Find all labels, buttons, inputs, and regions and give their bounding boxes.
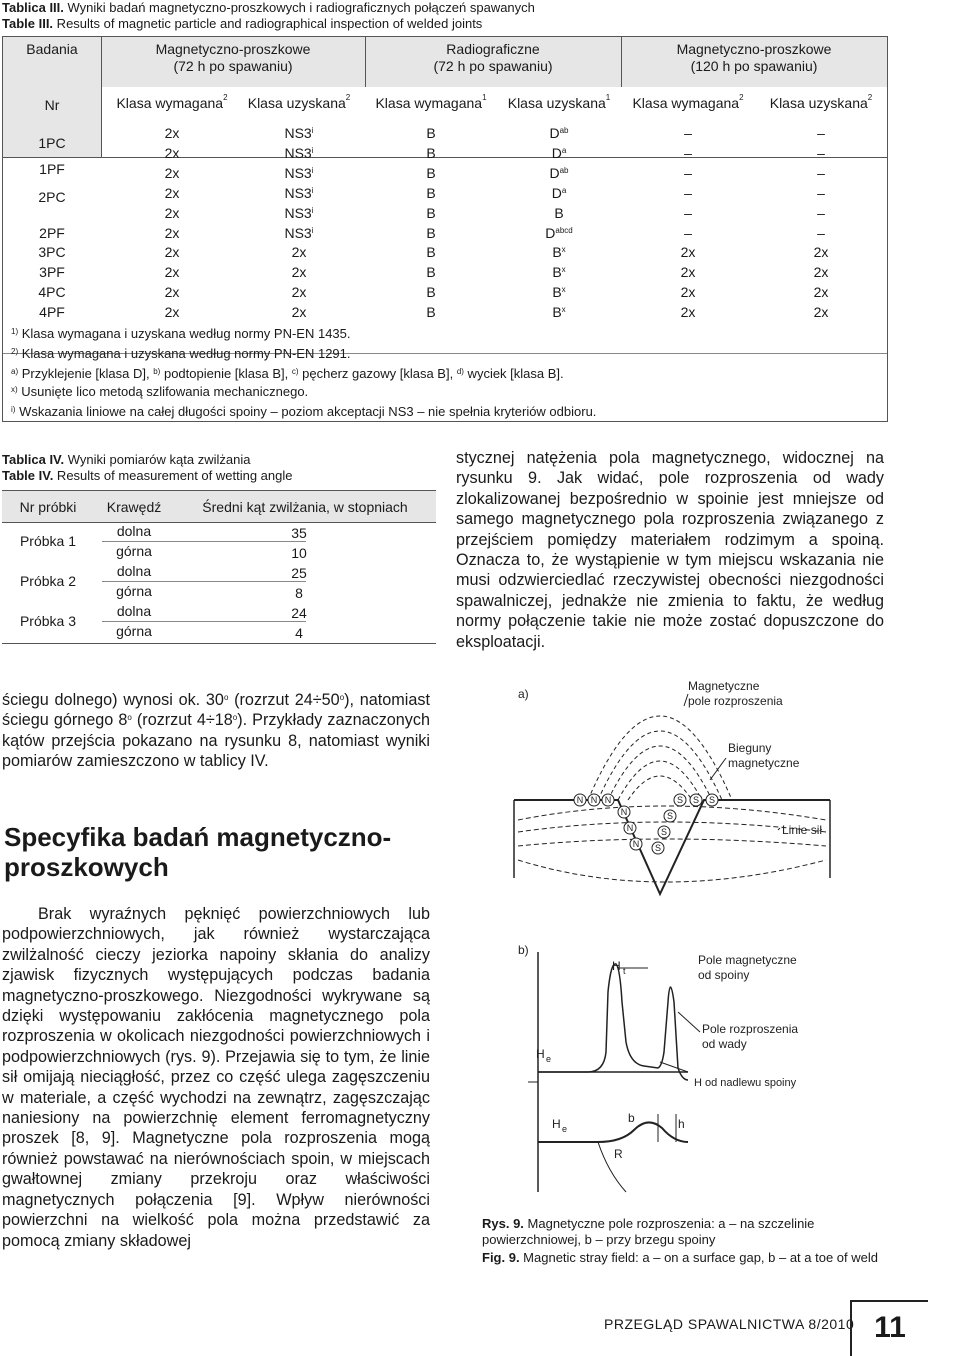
t3-cell: NS3$^i$ [284,205,314,221]
t3-cell: B [426,304,436,320]
t4-header-edge: Krawędź [106,499,162,515]
t3-cell: – [817,185,825,201]
label-he: H [536,1047,545,1061]
label-pole-roz: Pole rozproszenia [702,1022,799,1036]
t3-cell: 2x [813,264,829,280]
label-pole-roz2: od wady [702,1037,747,1051]
t3-cell: – [817,225,825,241]
pole-n-2: N [590,795,598,805]
section-heading: Specyfika badań magnetyczno-proszkowych [4,822,392,882]
label-r: R [614,1147,623,1161]
label-ht-sub: t [623,966,626,976]
t3-cell: 2x [813,304,829,320]
pole-s-5: S [660,827,668,837]
t3-subheader-2: Klasa wymagana$^1$ [375,93,487,111]
t3-cell: 2x [813,244,829,260]
t3-row-label: 3PF [39,264,65,280]
pole-s-3: S [708,795,716,805]
pole-s-1: S [676,795,684,805]
t4-value: 8 [295,585,303,601]
t3-cell: 2x [164,185,180,201]
t3-cell: 2x [164,264,180,280]
table4-caption-pl: Tablica IV. Wyniki pomiarów kąta zwilżania [2,452,251,467]
t4-header-nr: Nr próbki [19,499,77,515]
label-ht: H [612,959,621,973]
label-poles: Bieguny [728,741,772,755]
t4-value: 10 [291,545,307,561]
t3-subheader-1: Klasa uzyskana$^2$ [247,93,351,111]
t4-sample-label: Próbka 2 [19,573,77,589]
t4-edge: dolna [116,563,152,579]
footer-journal: PRZEGLĄD SPAWALNICTWA 8/2010 [604,1316,855,1332]
pole-n-5: N [626,823,634,833]
pole-s-4: S [666,811,674,821]
t3-row-label: 1PF [39,161,65,177]
t3-cell: $D^a$ [551,145,567,161]
figure-caption-en: Fig. 9. Magnetic stray field: a – on a surface gap, b – at a toe of weld [482,1250,878,1265]
t4-value: 24 [291,605,307,621]
t3-cell: 2x [291,304,307,320]
t3-cell: B [426,284,436,300]
t3-cell: 2x [291,264,307,280]
t3-cell: – [817,125,825,141]
t3-cell: – [817,145,825,161]
t4-edge: dolna [116,523,152,539]
t3-cell: B [426,165,436,181]
t3-cell: – [684,225,692,241]
header-badania: Badania [26,41,78,57]
label-b: b [628,1111,635,1125]
t3-cell: – [817,165,825,181]
t3-cell: 2x [680,244,696,260]
t3-cell: 2x [813,284,829,300]
t3-subheader-4: Klasa wymagana$^2$ [632,93,744,111]
t3-cell: NS3$^i$ [284,125,314,141]
fig-label-a: a) [518,687,529,701]
t3-cell: 2x [680,284,696,300]
t4-edge: górna [116,543,152,559]
t3-cell: B [426,185,436,201]
t4-value: 35 [291,525,307,541]
t3-cell: NS3$^i$ [284,145,314,161]
label-pole-mag: Pole magnetyczne [698,953,797,967]
t3-footnote-3: $^{x)}$ Usunięte lico metodą szlifowania mechanicznego. [11,384,309,399]
t3-cell: 2x [164,145,180,161]
t3-cell: 2x [164,284,180,300]
t3-cell: $D^{ab}$ [549,125,569,141]
t3-cell: $D^{abcd}$ [545,225,573,241]
t3-cell: $D^{ab}$ [549,165,569,181]
t3-row-label: 3PC [38,244,66,260]
t3-footnote-4: $^{i)}$ Wskazania liniowe na całej długości spoiny – poziom akceptacji NS3 – nie spełnia kryteriów odbioru. [11,404,597,419]
t3-cell: 2x [164,304,180,320]
t3-cell: – [684,205,692,221]
body-text: Brak wyraźnych pęknięć powierzchniowych lub podpowierzchniowych, jak również wystarczająca zwilżalność cieczy jeziorka napoiny skłania do analizy zjawisk fizycznych występujących podczas badania magnetyczno-proszkowego. Niezgodności wykrywane są dzięki występowaniu zakłócenia magnetycznego pola rozproszenia w okolicach niezgodności powierzchniowych i podpowierzchniowych (rys. 9). Przejawia się to tym, że linie sił omijają nieciągłość, przez co część ulega zagęszczeniu w materiale, a część wychodzi na zewnątrz, zagęszczając naniesiony na powierzchnię element ferromagnetyczny proszek [8, 9]. Magnetyczne pola rozproszenia mogą również powstawać na nierównościach spoin, w miejscach gwałtownej zmiany przekroju oraz właściwości magnetycznych połączenia [9]. Wpływ nierówności powierzchni na wielkość pola można przedstawić za pomocą zmiany składowej [2,905,430,1250]
t3-subheader-3: Klasa uzyskana$^1$ [507,93,611,111]
pole-n-4: N [620,807,628,817]
pole-s-2: S [692,795,700,805]
t4-edge: górna [116,623,152,639]
t3-cell: 2x [291,244,307,260]
t4-sample-label: Próbka 1 [19,533,77,549]
t3-cell: B [426,244,436,260]
t3-cell: NS3$^i$ [284,225,314,241]
t3-cell: 2x [164,225,180,241]
t3-cell: NS3$^i$ [284,165,314,181]
t3-footnote-1: $^{2)}$ Klasa wymagana i uzyskana według normy PN-EN 1291. [11,346,351,361]
label-h-nadlew: H od nadlewu spoiny [694,1077,797,1089]
header-mp120: Magnetyczno-proszkowe (120 h po spawaniu) [676,41,832,74]
t4-value: 25 [291,565,307,581]
pole-s-6: S [654,843,662,853]
t3-cell: 2x [164,205,180,221]
pole-n-6: N [632,839,640,849]
label-h: h [678,1117,685,1131]
label-lines: Linie sił [782,823,823,837]
t3-cell: – [684,165,692,181]
t3-cell: $B^x$ [552,264,566,280]
table3 [2,36,888,422]
header-mp72: Magnetyczno-proszkowe (72 h po spawaniu) [155,41,311,74]
left-paragraph: ściegu dolnego) wynosi ok. 30$^o$ (rozrzut $24\div 50^o$), natomiast ściegu górnego 8$^o$ (rozrzut $4\div 18^o$). Przykłady zaznaczonych kątów przejścia pokazano na rysunku 8, natomiast wyniki pomiarów zamieszczono w tablicy IV. [2,691,430,771]
pole-n-1: N [576,795,584,805]
right-column-text: stycznej natężenia pola magnetycznego, widocznej na rysunku 9. Jak widać, pole rozproszenia od wady zlokalizowanej bezpośrednio w spoinie jest mniejsze od samego magnetycznego pola rozproszenia związanego z przejściem pomiędzy materiałem rodzimym a spoiną. Oznacza to, że wystąpienie w tym miejscu wskazania nie musi odzwierciedlać rzeczywistej obecności niezgodności spawalniczej, jednakże nie zmienia to faktu, że według normy połączenie takie nie może zostać dopuszczone do eksploatacji. [456,449,884,651]
t3-cell: $B^x$ [552,284,566,300]
t3-cell: – [817,205,825,221]
figure-9 [448,672,888,1232]
header-rad: Radiograficzne (72 h po spawaniu) [433,41,553,74]
fig-label-b: b) [518,943,529,957]
t4-edge: górna [116,583,152,599]
t3-cell: B [426,125,436,141]
table3-caption-pl: Tablica III. Wyniki badań magnetyczno-proszkowych i radiograficznych połączeń spawanych [2,0,535,15]
label-pole-mag2: od spoiny [698,968,750,982]
t3-row-label: 2PC [38,189,66,205]
t3-cell: B [554,205,564,221]
figure-caption-pl: Rys. 9. Magnetyczne pole rozproszenia: a – na szczelinie powierzchniowej, b – przy brzegu spoiny [482,1216,815,1247]
t3-cell: – [684,145,692,161]
t3-cell: 2x [680,304,696,320]
figure-9a [514,694,830,894]
label-poles2: magnetyczne [728,756,800,770]
footer-page-number: 11 [850,1300,928,1356]
t3-cell: 2x [291,284,307,300]
t4-sample-label: Próbka 3 [19,613,77,629]
t3-cell: B [426,225,436,241]
t3-cell: 2x [680,264,696,280]
header-nr: Nr [44,97,60,113]
t3-subheader-0: Klasa wymagana$^2$ [116,93,228,111]
label-mag-field2: pole rozproszenia [688,694,783,708]
t3-row-label: 4PC [38,284,66,300]
label-he2: H [552,1117,561,1131]
t3-cell: – [684,125,692,141]
t3-footnote-2: $^{a)}$ Przyklejenie [klasa D], $^{b)}$ podtopienie [klasa B], $^{c)}$ pęcherz gazowy [klasa B], $^{d)}$ wyciek [klasa B]. [11,366,564,381]
label-he2-sub: e [562,1124,568,1134]
t3-cell: NS3$^i$ [284,185,314,201]
t3-cell: B [426,145,436,161]
t3-cell: B [426,264,436,280]
t4-header-angle: Średni kąt zwilżania, w stopniach [202,499,408,515]
t3-row-label: 2PF [39,225,65,241]
label-mag-field: Magnetyczne [688,679,760,693]
pole-n-3: N [604,795,612,805]
figure-9a-poles [574,794,718,854]
t4-edge: dolna [116,603,152,619]
t3-footnote-0: $^{1)}$ Klasa wymagana i uzyskana według normy PN-EN 1435. [11,326,351,341]
t3-subheader-5: Klasa uzyskana$^2$ [769,93,873,111]
t3-cell: B [426,205,436,221]
t3-row-label: 1PC [38,135,66,151]
t3-cell: 2x [164,165,180,181]
table4 [2,490,436,644]
t3-cell: – [684,185,692,201]
label-he-sub: e [546,1054,552,1064]
t3-cell: 2x [164,244,180,260]
t3-cell: 2x [164,125,180,141]
t3-cell: $B^x$ [552,244,566,260]
table4-caption-en: Table IV. Results of measurement of wetting angle [2,468,293,483]
t4-value: 4 [295,625,303,641]
t3-cell: $D^a$ [551,185,567,201]
t3-row-label: 4PF [39,304,65,320]
table3-caption-en: Table III. Results of magnetic particle and radiographical inspection of welded joints [2,16,483,31]
t3-cell: $B^x$ [552,304,566,320]
